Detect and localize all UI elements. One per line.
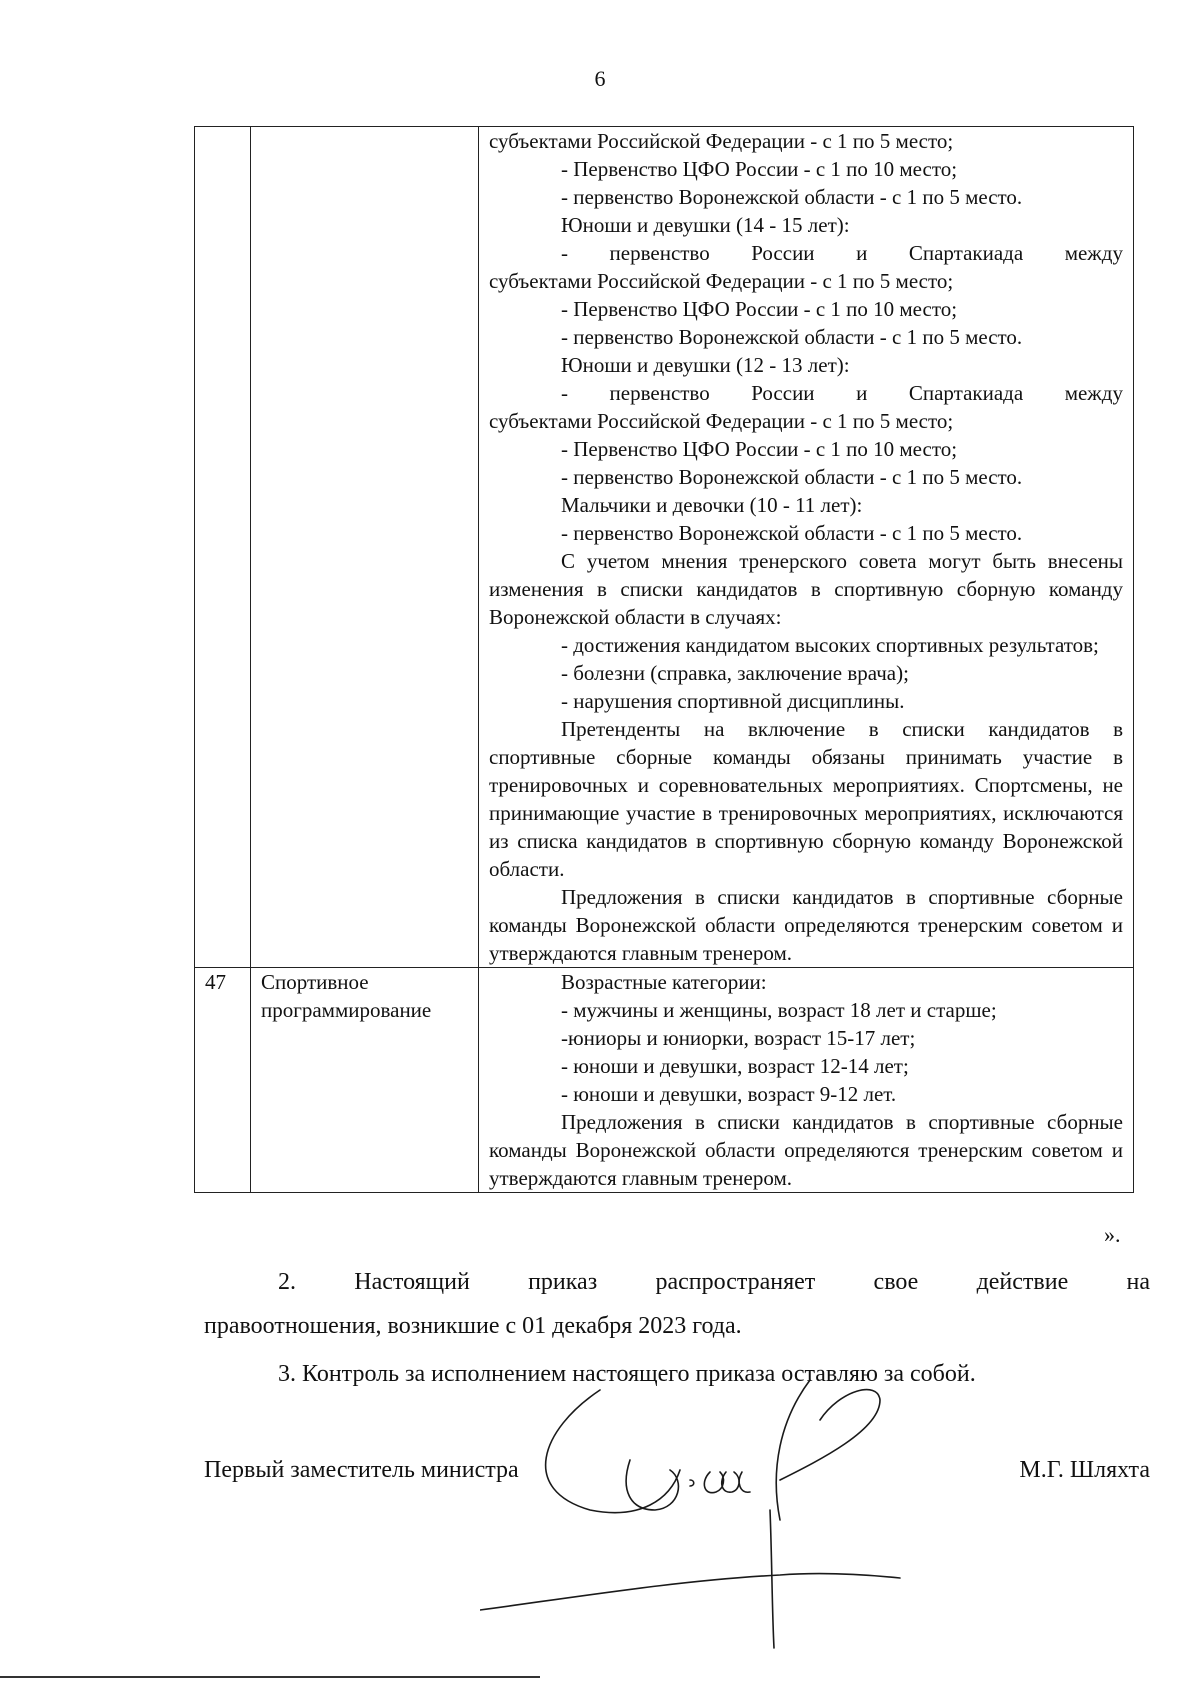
criteria-line: - Первенство ЦФО России - с 1 по 10 место;: [561, 297, 958, 321]
bottom-rule: [0, 1676, 540, 1678]
criteria-line: - Первенство ЦФО России - с 1 по 10 место;: [561, 437, 958, 461]
order-item-2-line: 2. Настоящий приказ распространяет свое действие на: [278, 1269, 1150, 1295]
age-category: - мужчины и женщины, возраст 18 лет и старше;: [561, 998, 997, 1022]
age-category: - юноши и девушки, возраст 12-14 лет;: [561, 1054, 909, 1078]
case-illness: - болезни (справка, заключение врача);: [561, 661, 909, 685]
criteria-line: - Первенство ЦФО России - с 1 по 10 место;: [561, 157, 958, 181]
age-category: - юноши и девушки, возраст 9-12 лет.: [561, 1082, 897, 1106]
criteria-cell: [479, 968, 1134, 1193]
signatory-title: Первый заместитель министра: [204, 1457, 519, 1483]
order-item-2: [204, 1260, 1150, 1348]
signatory-name: М.Г. Шляхта: [1019, 1457, 1150, 1483]
closing-quote: ».: [1104, 1222, 1121, 1247]
criteria-line: субъектами Российской Федерации - с 1 по 5 место;: [489, 129, 954, 153]
candidates-table: [194, 126, 1134, 1193]
proposals-paragraph: Предложения в списки кандидатов в спортивные сборные команды Воронежской области определяются тренерским советом и утверждаются главным тренером.: [489, 1110, 1123, 1190]
criteria-line: - первенство Воронежской области - с 1 по 5 место.: [561, 325, 1023, 349]
criteria-line: - первенство России и Спартакиада между: [561, 381, 1123, 405]
criteria-cell: [479, 127, 1134, 968]
sport-name-cell: [251, 127, 479, 968]
criteria-line: - первенство Воронежской области - с 1 по 5 место.: [561, 521, 1023, 545]
criteria-line: - первенство России и Спартакиада между: [561, 241, 1123, 265]
criteria-line: субъектами Российской Федерации - с 1 по 5 место;: [489, 409, 954, 433]
age-category: -юниоры и юниорки, возраст 15-17 лет;: [561, 1026, 916, 1050]
table-row-continued: [195, 127, 1134, 968]
age-categories-heading: Возрастные категории:: [561, 970, 767, 994]
handwritten-signature: [480, 1360, 940, 1650]
applicants-paragraph: Претенденты на включение в списки кандидатов в спортивные сборные команды обязаны принимать участие в тренировочных и соревновательных мероприятиях. Спортсмены, не принимающие участие в тренировочных мероприятиях, исключаются из списка кандидатов в спортивную сборную команду Воронежской области.: [489, 717, 1123, 881]
criteria-line: - первенство Воронежской области - с 1 по 5 место.: [561, 185, 1023, 209]
age-group-heading: Юноши и девушки (14 - 15 лет):: [561, 213, 850, 237]
age-group-heading: Юноши и девушки (12 - 13 лет):: [561, 353, 850, 377]
sport-name-line: программирование: [261, 998, 432, 1022]
sport-name-cell: [251, 968, 479, 1193]
order-item-3-text: 3. Контроль за исполнением настоящего приказа оставляю за собой.: [278, 1361, 976, 1387]
criteria-line: субъектами Российской Федерации - с 1 по 5 место;: [489, 269, 954, 293]
page-number: 6: [594, 66, 606, 91]
table-row-47: [195, 968, 1134, 1193]
row-number-cell: [195, 127, 251, 968]
case-discipline: - нарушения спортивной дисциплины.: [561, 689, 905, 713]
age-group-heading: Мальчики и девочки (10 - 11 лет):: [561, 493, 863, 517]
changes-paragraph: С учетом мнения тренерского совета могут быть внесены изменения в списки кандидатов в спортивную сборную команду Воронежской области в случаях:: [489, 549, 1123, 629]
case-achievements: - достижения кандидатом высоких спортивных результатов;: [561, 633, 1099, 657]
row-number-cell: 47: [195, 968, 251, 1193]
order-item-2-line: правоотношения, возникшие с 01 декабря 2023 года.: [204, 1313, 742, 1339]
proposals-paragraph: Предложения в списки кандидатов в спортивные сборные команды Воронежской области определяются тренерским советом и утверждаются главным тренером.: [489, 885, 1123, 965]
criteria-line: - первенство Воронежской области - с 1 по 5 место.: [561, 465, 1023, 489]
sport-name-line: Спортивное: [261, 970, 369, 994]
